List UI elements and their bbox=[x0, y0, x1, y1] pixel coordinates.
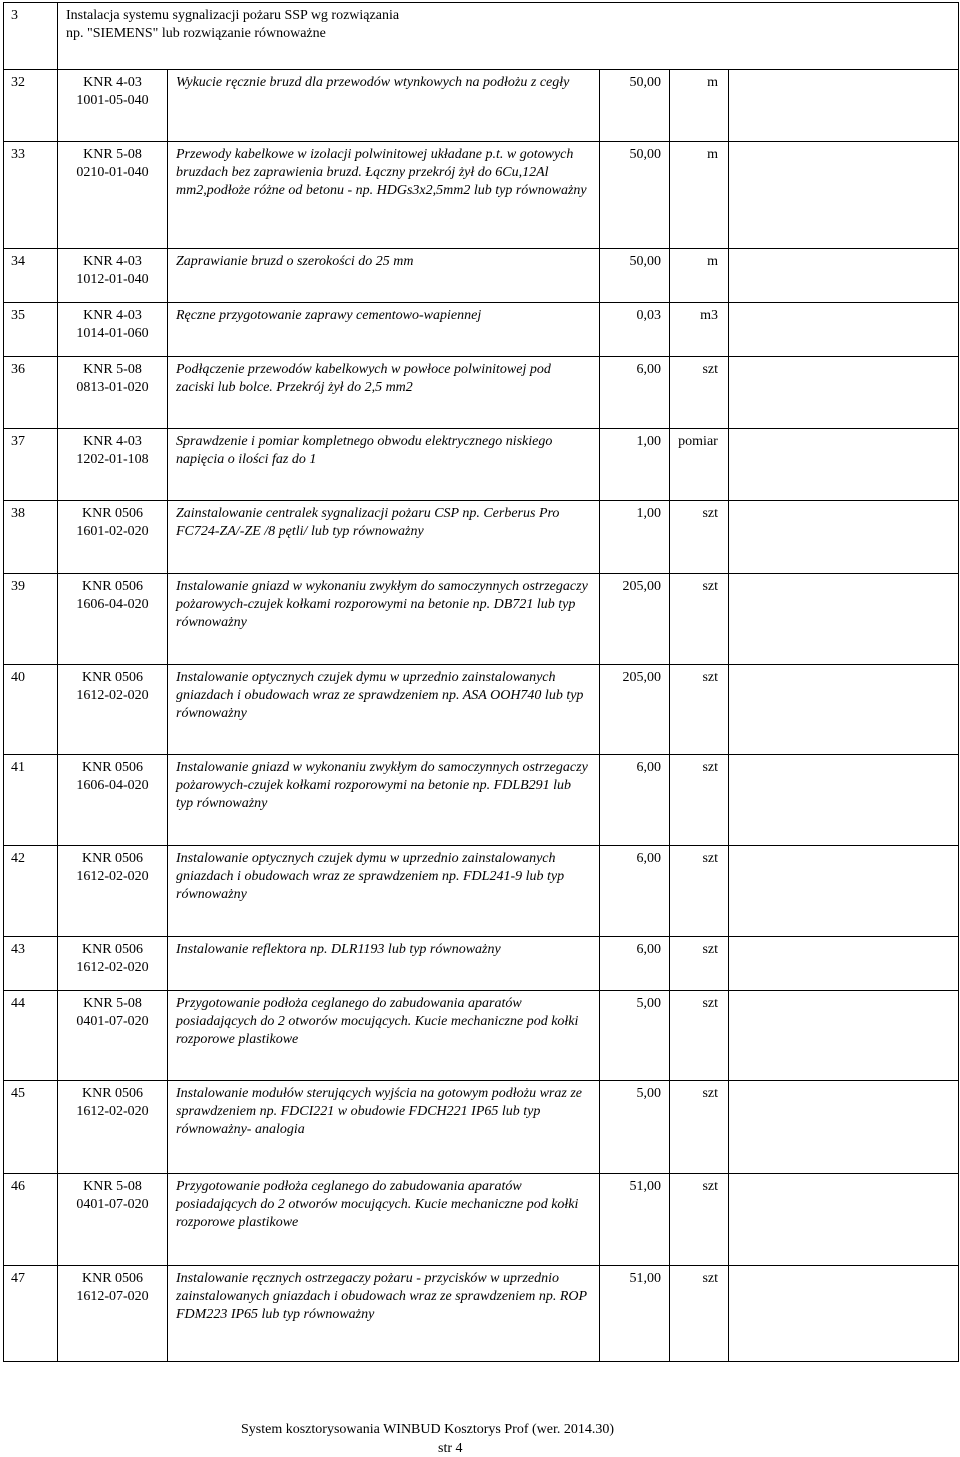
item-empty-cell bbox=[729, 1174, 959, 1266]
item-unit: szt bbox=[702, 851, 718, 866]
table-row bbox=[4, 357, 959, 429]
item-code-position: 1001-05-040 bbox=[76, 93, 149, 108]
item-empty-cell bbox=[729, 142, 959, 249]
item-code-position: 1612-07-020 bbox=[76, 1289, 149, 1304]
item-unit: szt bbox=[702, 1179, 718, 1194]
item-code bbox=[58, 665, 168, 755]
item-unit-cell bbox=[670, 357, 729, 429]
item-number: 47 bbox=[4, 1266, 58, 1362]
item-code-catalog: KNR 4-03 bbox=[83, 254, 142, 269]
item-unit: m3 bbox=[700, 308, 718, 323]
item-unit: szt bbox=[702, 1086, 718, 1101]
item-number: 45 bbox=[4, 1081, 58, 1174]
item-code bbox=[58, 70, 168, 142]
item-quantity: 205,00 bbox=[600, 574, 670, 665]
item-quantity: 50,00 bbox=[600, 142, 670, 249]
table-row bbox=[4, 142, 959, 249]
item-description: Sprawdzenie i pomiar kompletnego obwodu elektrycznego niskiego napięcia o ilości faz do 1 bbox=[168, 429, 600, 501]
item-code-position: 0813-01-020 bbox=[76, 380, 149, 395]
item-description: Instalowanie reflektora np. DLR1193 lub typ równoważny bbox=[168, 937, 600, 991]
table-row bbox=[4, 574, 959, 665]
item-description: Przygotowanie podłoża ceglanego do zabudowania aparatów posiadających do 2 otworów mocujących. Kucie mechaniczne pod kołki rozporowe plastikowe bbox=[168, 991, 600, 1081]
item-empty-cell bbox=[729, 1266, 959, 1362]
table-row bbox=[4, 1266, 959, 1362]
table-row bbox=[4, 846, 959, 937]
item-unit-cell bbox=[670, 937, 729, 991]
item-description: Instalowanie gniazd w wykonaniu zwykłym do samoczynnych ostrzegaczy pożarowych-czujek kołkami rozporowymi na betonie np. FDLB291 lub typ równoważny bbox=[168, 755, 600, 846]
item-unit-cell bbox=[670, 846, 729, 937]
item-number: 42 bbox=[4, 846, 58, 937]
item-description: Instalowanie gniazd w wykonaniu zwykłym do samoczynnych ostrzegaczy pożarowych-czujek kołkami rozporowymi na betonie np. DB721 lub typ równoważny bbox=[168, 574, 600, 665]
item-code-catalog: KNR 5-08 bbox=[83, 362, 142, 377]
item-quantity: 50,00 bbox=[600, 249, 670, 303]
item-unit: szt bbox=[702, 942, 718, 957]
item-code-catalog: KNR 4-03 bbox=[83, 434, 142, 449]
item-code bbox=[58, 574, 168, 665]
item-number: 38 bbox=[4, 501, 58, 574]
item-code-catalog: KNR 0506 bbox=[81, 851, 144, 866]
item-code-position: 1612-02-020 bbox=[76, 960, 149, 975]
item-empty-cell bbox=[729, 755, 959, 846]
table-row bbox=[4, 501, 959, 574]
item-empty-cell bbox=[729, 357, 959, 429]
item-number: 34 bbox=[4, 249, 58, 303]
item-code-catalog: KNR 0506 bbox=[81, 760, 144, 775]
item-unit-cell bbox=[670, 1266, 729, 1362]
item-description: Zaprawianie bruzd o szerokości do 25 mm bbox=[168, 249, 600, 303]
item-unit-cell bbox=[670, 142, 729, 249]
item-code-catalog: KNR 0506 bbox=[81, 1271, 144, 1286]
item-code-position: 0401-07-020 bbox=[76, 1197, 149, 1212]
item-unit-cell bbox=[670, 70, 729, 142]
item-code-position: 1014-01-060 bbox=[76, 326, 149, 341]
item-code bbox=[58, 1174, 168, 1266]
item-description: Przygotowanie podłoża ceglanego do zabudowania aparatów posiadających do 2 otworów mocujących. Kucie mechaniczne pod kołki rozporowe plastikowe bbox=[168, 1174, 600, 1266]
item-code-position: 1601-02-020 bbox=[76, 524, 149, 539]
item-empty-cell bbox=[729, 846, 959, 937]
item-description: Zainstalowanie centralek sygnalizacji pożaru CSP np. Cerberus Pro FC724-ZA/-ZE /8 pętli/ lub typ równoważny bbox=[168, 501, 600, 574]
item-number: 46 bbox=[4, 1174, 58, 1266]
item-quantity: 6,00 bbox=[600, 357, 670, 429]
item-unit: szt bbox=[702, 362, 718, 377]
item-quantity: 6,00 bbox=[600, 846, 670, 937]
item-unit-cell bbox=[670, 303, 729, 357]
item-code-catalog: KNR 0506 bbox=[81, 942, 144, 957]
item-quantity: 51,00 bbox=[600, 1174, 670, 1266]
item-code bbox=[58, 937, 168, 991]
item-code bbox=[58, 357, 168, 429]
item-empty-cell bbox=[729, 501, 959, 574]
item-code-position: 0401-07-020 bbox=[76, 1014, 149, 1029]
table-row bbox=[4, 70, 959, 142]
item-unit-cell bbox=[670, 501, 729, 574]
table-row bbox=[4, 249, 959, 303]
item-code bbox=[58, 142, 168, 249]
section-header-row bbox=[4, 3, 959, 70]
item-unit: m bbox=[707, 147, 718, 162]
item-unit: szt bbox=[702, 1271, 718, 1286]
item-unit-cell bbox=[670, 1174, 729, 1266]
item-unit-cell bbox=[670, 1081, 729, 1174]
item-number: 37 bbox=[4, 429, 58, 501]
item-code-position: 1606-04-020 bbox=[76, 597, 149, 612]
item-number: 32 bbox=[4, 70, 58, 142]
item-number: 35 bbox=[4, 303, 58, 357]
item-code-position: 1612-02-020 bbox=[76, 869, 149, 884]
item-number: 43 bbox=[4, 937, 58, 991]
item-code bbox=[58, 846, 168, 937]
item-empty-cell bbox=[729, 991, 959, 1081]
table-row bbox=[4, 991, 959, 1081]
item-code bbox=[58, 249, 168, 303]
item-code bbox=[58, 1081, 168, 1174]
item-empty-cell bbox=[729, 574, 959, 665]
item-description: Instalowanie optycznych czujek dymu w uprzednio zainstalowanych gniazdach i obudowach wraz ze sprawdzeniem np. ASA OOH740 lub typ równoważny bbox=[168, 665, 600, 755]
item-quantity: 6,00 bbox=[600, 937, 670, 991]
item-number: 39 bbox=[4, 574, 58, 665]
item-unit: szt bbox=[702, 670, 718, 685]
item-code bbox=[58, 1266, 168, 1362]
item-empty-cell bbox=[729, 429, 959, 501]
table-row bbox=[4, 937, 959, 991]
item-code-catalog: KNR 0506 bbox=[81, 506, 144, 521]
item-code bbox=[58, 755, 168, 846]
table-row bbox=[4, 1081, 959, 1174]
item-empty-cell bbox=[729, 665, 959, 755]
item-quantity: 6,00 bbox=[600, 755, 670, 846]
footer-software-label: System kosztorysowania WINBUD Kosztorys Prof (wer. 2014.30) bbox=[241, 1422, 615, 1437]
item-number: 44 bbox=[4, 991, 58, 1081]
item-code-position: 1012-01-040 bbox=[76, 272, 149, 287]
item-unit-cell bbox=[670, 574, 729, 665]
item-quantity: 205,00 bbox=[600, 665, 670, 755]
section-number: 3 bbox=[4, 3, 58, 70]
footer-page-number: str 4 bbox=[438, 1441, 463, 1456]
item-code-catalog: KNR 4-03 bbox=[83, 308, 142, 323]
item-code-position: 1612-02-020 bbox=[76, 1104, 149, 1119]
item-unit: szt bbox=[702, 506, 718, 521]
item-code-position: 0210-01-040 bbox=[76, 165, 149, 180]
item-unit: m bbox=[707, 75, 718, 90]
item-description: Instalowanie optycznych czujek dymu w uprzednio zainstalowanych gniazdach i obudowach wraz ze sprawdzeniem np. FDL241-9 lub typ równoważny bbox=[168, 846, 600, 937]
table-row bbox=[4, 303, 959, 357]
item-code-position: 1606-04-020 bbox=[76, 778, 149, 793]
item-code-position: 1202-01-108 bbox=[76, 452, 149, 467]
item-unit: szt bbox=[702, 760, 718, 775]
item-code bbox=[58, 991, 168, 1081]
item-number: 40 bbox=[4, 665, 58, 755]
item-code-catalog: KNR 0506 bbox=[81, 1086, 144, 1101]
item-unit-cell bbox=[670, 665, 729, 755]
item-unit-cell bbox=[670, 755, 729, 846]
item-description: Podłączenie przewodów kabelkowych w powłoce polwinitowej pod zaciski lub bolce. Przekrój żył do 2,5 mm2 bbox=[168, 357, 600, 429]
cost-estimate-sheet bbox=[3, 2, 958, 1362]
table-row bbox=[4, 665, 959, 755]
item-unit: szt bbox=[702, 579, 718, 594]
item-unit-cell bbox=[670, 991, 729, 1081]
item-unit: m bbox=[707, 254, 718, 269]
item-empty-cell bbox=[729, 70, 959, 142]
item-quantity: 0,03 bbox=[600, 303, 670, 357]
item-empty-cell bbox=[729, 303, 959, 357]
item-unit: szt bbox=[702, 996, 718, 1011]
item-quantity: 50,00 bbox=[600, 70, 670, 142]
item-unit-cell bbox=[670, 249, 729, 303]
item-number: 41 bbox=[4, 755, 58, 846]
item-description: Przewody kabelkowe w izolacji polwinitowej układane p.t. w gotowych bruzdach bez zaprawienia bruzd. Łączny przekrój żył do 6Cu,12Al mm2,podłoże różne od betonu - np. HDGs3x2,5mm2 lub typ równoważny bbox=[168, 142, 600, 249]
item-code-catalog: KNR 0506 bbox=[81, 579, 144, 594]
item-code bbox=[58, 501, 168, 574]
item-description: Instalowanie modułów sterujących wyjścia na gotowym podłożu wraz ze sprawdzeniem np. FDCI221 w obudowie FDCH221 IP65 lub typ równoważny- analogia bbox=[168, 1081, 600, 1174]
item-description: Wykucie ręcznie bruzd dla przewodów wtynkowych na podłożu z cegły bbox=[168, 70, 600, 142]
item-unit-cell bbox=[670, 429, 729, 501]
item-code-catalog: KNR 4-03 bbox=[83, 75, 142, 90]
item-quantity: 51,00 bbox=[600, 1266, 670, 1362]
item-description: Instalowanie ręcznych ostrzegaczy pożaru - przycisków w uprzednio zainstalowanych gniazdach i obudowach wraz ze sprawdzeniem np. ROP FDM223 IP65 lub typ równoważny bbox=[168, 1266, 600, 1362]
section-title bbox=[58, 3, 959, 70]
item-code bbox=[58, 303, 168, 357]
item-empty-cell bbox=[729, 249, 959, 303]
item-unit: pomiar bbox=[678, 434, 718, 449]
table-row bbox=[4, 755, 959, 846]
section-title-line-1: Instalacja systemu sygnalizacji pożaru SSP wg rozwiązania bbox=[66, 8, 400, 23]
section-title-line-2: np. "SIEMENS" lub rozwiązanie równoważne bbox=[66, 26, 326, 41]
item-code bbox=[58, 429, 168, 501]
item-code-catalog: KNR 5-08 bbox=[83, 1179, 142, 1194]
item-empty-cell bbox=[729, 937, 959, 991]
item-quantity: 5,00 bbox=[600, 1081, 670, 1174]
item-code-catalog: KNR 0506 bbox=[81, 670, 144, 685]
item-quantity: 5,00 bbox=[600, 991, 670, 1081]
item-empty-cell bbox=[729, 1081, 959, 1174]
cost-estimate-table bbox=[3, 2, 959, 1362]
table-row bbox=[4, 1174, 959, 1266]
item-quantity: 1,00 bbox=[600, 429, 670, 501]
item-description: Ręczne przygotowanie zaprawy cementowo-wapiennej bbox=[168, 303, 600, 357]
item-code-catalog: KNR 5-08 bbox=[83, 147, 142, 162]
item-code-catalog: KNR 5-08 bbox=[83, 996, 142, 1011]
item-number: 36 bbox=[4, 357, 58, 429]
item-code-position: 1612-02-020 bbox=[76, 688, 149, 703]
item-number: 33 bbox=[4, 142, 58, 249]
table-row bbox=[4, 429, 959, 501]
item-quantity: 1,00 bbox=[600, 501, 670, 574]
